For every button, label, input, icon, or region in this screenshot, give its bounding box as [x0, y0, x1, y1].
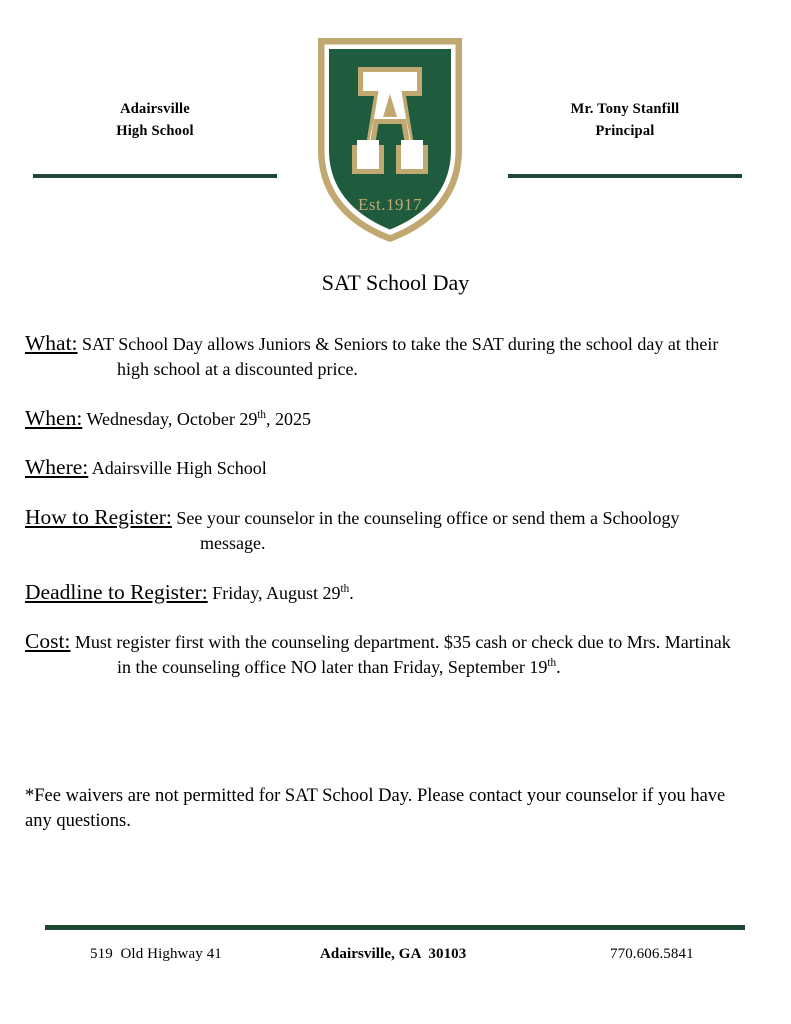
school-name-block	[33, 98, 277, 143]
footer-phone: 770.606.5841	[610, 946, 694, 962]
entry-what-text: SAT School Day allows Juniors & Seniors to take the SAT during the school day at their high school at a discounted price.	[82, 334, 719, 379]
school-name-line1: Adairsville	[120, 101, 190, 117]
letterhead-rule-right	[508, 174, 742, 178]
entry-deadline-label: Deadline to Register:	[25, 579, 208, 604]
entry-cost-text: Must register first with the counseling department. $35 cash or check due to Mrs. Martinak in the counseling office NO later than Friday, September 19th.	[74, 632, 731, 677]
crest-established-text: Est.1917	[358, 195, 422, 214]
entry-where	[25, 454, 745, 482]
page-title: SAT School Day	[321, 270, 470, 295]
entry-where-text: Adairsville High School	[91, 458, 267, 479]
entry-deadline	[25, 579, 745, 607]
entry-cost	[25, 628, 745, 681]
footer	[45, 946, 745, 972]
principal-block	[508, 98, 742, 143]
principal-title: Principal	[595, 123, 655, 140]
document-body	[25, 330, 745, 703]
entry-where-label: Where:	[25, 455, 89, 480]
entry-when-text: Wednesday, October 29th, 2025	[86, 408, 312, 429]
entry-when	[25, 405, 745, 433]
ordinal-suffix-when: th	[257, 408, 267, 421]
entry-what-label: What:	[25, 331, 78, 355]
fee-waiver-note: *Fee waivers are not permitted for SAT School Day. Please contact your counselor if you have any questions.	[25, 786, 726, 831]
school-crest-logo	[310, 32, 470, 244]
entry-how-to-register	[25, 504, 745, 557]
letterhead	[0, 0, 791, 250]
school-name-line2: High School	[116, 123, 194, 140]
letterhead-rule-left	[33, 174, 277, 178]
entry-deadline-text: Friday, August 29th.	[212, 582, 354, 603]
ordinal-suffix-deadline: th	[340, 582, 350, 595]
entry-cost-label: Cost:	[25, 629, 71, 654]
principal-name: Mr. Tony Stanfill	[570, 101, 680, 117]
entry-when-label: When:	[25, 405, 83, 430]
footer-city-state-zip: Adairsville, GA 30103	[320, 946, 467, 962]
ordinal-suffix-cost: th	[547, 657, 557, 669]
entry-how-to-register-label: How to Register:	[25, 505, 172, 529]
entry-how-to-register-text: See your counselor in the counseling office or send them a Schoology message.	[176, 508, 680, 553]
footer-address: 519 Old Highway 41	[90, 946, 222, 962]
entry-what	[25, 330, 745, 383]
footer-rule	[45, 925, 745, 930]
